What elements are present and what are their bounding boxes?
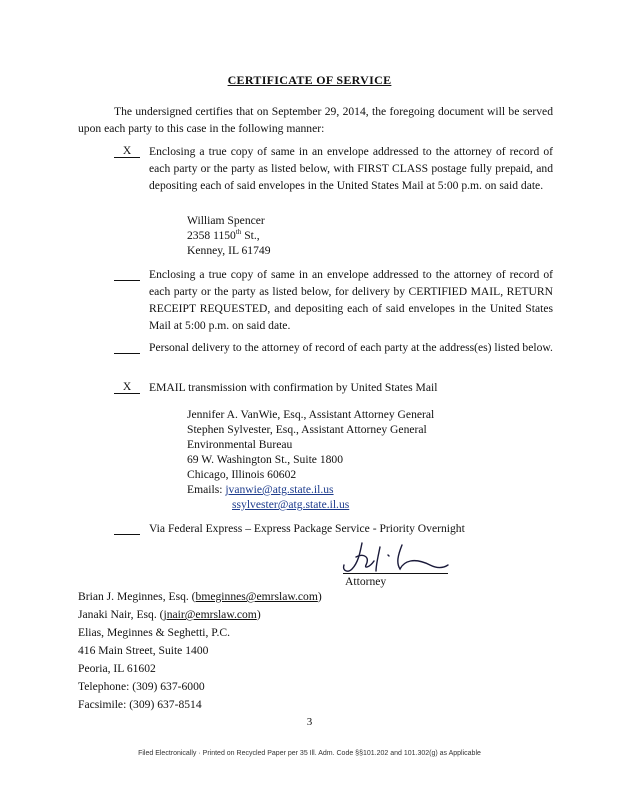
option-1-address — [187, 213, 271, 258]
signature-label: Attorney — [345, 575, 387, 588]
option-2-text: Enclosing a true copy of same in an envelope addressed to the attorney of record of each party or the party as listed below, for delivery by CERTIFIED MAIL, RETURN RECEIPT REQUESTED, and depositing each of said envelopes in the United States Mail at 5:00 p.m. on said date. — [149, 268, 553, 332]
firm-city: Peoria, IL 61602 — [78, 662, 156, 675]
firm-block — [78, 588, 322, 714]
firm-attorney-1: Brian J. Meginnes, Esq. (bmeginnes@emrslaw.com) — [78, 590, 322, 603]
emails-line-2 — [187, 497, 434, 512]
option-2-checkbox[interactable] — [114, 267, 140, 281]
option-1-text: Enclosing a true copy of same in an envelope addressed to the attorney of record of each party or the party as listed below, with FIRST CLASS postage fully prepaid, and depositing each of said envelopes in the United States Mail at 5:00 p.m. on said date. — [149, 145, 553, 192]
address-line: Environmental Bureau — [187, 438, 293, 451]
address-line: Chicago, Illinois 60602 — [187, 468, 297, 481]
signature-line — [343, 573, 448, 574]
page-title: CERTIFICATE OF SERVICE — [227, 73, 392, 87]
option-4-text: EMAIL transmission with confirmation by United States Mail — [149, 381, 438, 394]
email-link-vanwie[interactable]: jvanwie@atg.state.il.us — [225, 483, 334, 496]
option-3-checkbox[interactable] — [114, 340, 140, 354]
option-4-address — [187, 407, 434, 512]
firm-attorney-2: Janaki Nair, Esq. (jnair@emrslaw.com) — [78, 608, 261, 621]
address-line: 69 W. Washington St., Suite 1800 — [187, 453, 344, 466]
option-4-checkbox[interactable]: X — [114, 380, 140, 394]
page-number: 3 — [306, 716, 313, 728]
address-street: 2358 1150th St., — [187, 228, 260, 242]
page-footer: Filed Electronically · Printed on Recycled Paper per 35 Ill. Adm. Code §§101.202 and 101.302(g) as Applicable — [138, 750, 481, 757]
intro-paragraph: The undersigned certifies that on September 29, 2014, the foregoing document will be served upon each party to this case in the following manner: — [78, 105, 553, 135]
email-link-sylvester[interactable]: ssylvester@atg.state.il.us — [232, 498, 350, 511]
option-3-text: Personal delivery to the attorney of record of each party at the address(es) listed below. — [149, 341, 553, 354]
option-5-text: Via Federal Express – Express Package Service - Priority Overnight — [149, 522, 465, 535]
address-city: Kenney, IL 61749 — [187, 244, 271, 257]
emails-line: Emails: jvanwie@atg.state.il.us — [187, 483, 334, 496]
option-1-checkbox[interactable]: X — [114, 144, 140, 158]
address-line: Jennifer A. VanWie, Esq., Assistant Attorney General — [187, 408, 435, 421]
option-5-checkbox[interactable] — [114, 521, 140, 535]
firm-telephone: Telephone: (309) 637-6000 — [78, 680, 205, 693]
email-link-meginnes[interactable]: bmeginnes@emrslaw.com — [195, 590, 318, 603]
firm-facsimile: Facsimile: (309) 637-8514 — [78, 698, 202, 711]
address-line: Stephen Sylvester, Esq., Assistant Attorney General — [187, 423, 427, 436]
address-name: William Spencer — [187, 214, 265, 227]
firm-name: Elias, Meginnes & Seghetti, P.C. — [78, 626, 231, 639]
email-link-nair[interactable]: jnair@emrslaw.com — [163, 608, 257, 621]
firm-street: 416 Main Street, Suite 1400 — [78, 644, 209, 657]
